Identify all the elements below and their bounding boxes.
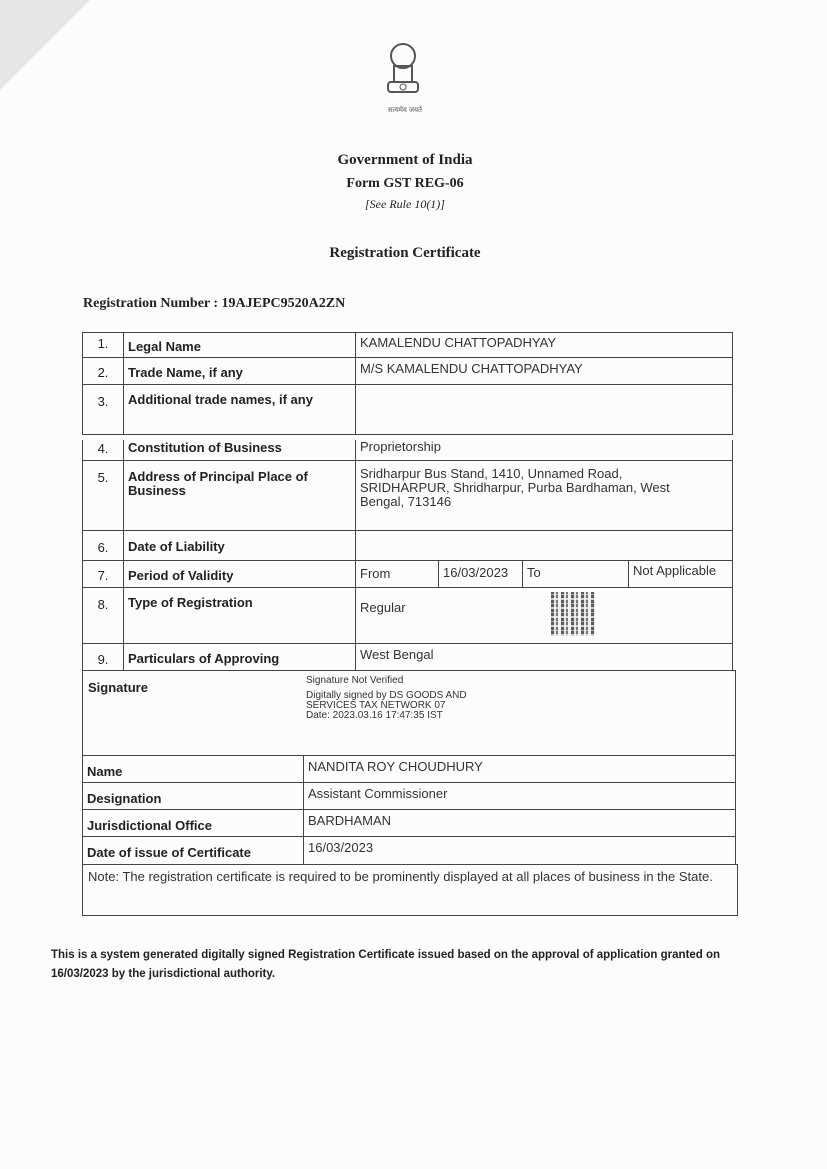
row-value: Sridharpur Bus Stand, 1410, Unnamed Road, SRIDHARPUR, Shridharpur, Purba Bardhaman, West Bengal, 713146 [355, 460, 733, 531]
display-note: Note: The registration certificate is required to be prominently displayed at all places of business in the State. [82, 864, 738, 916]
officer-label: Date of issue of Certificate [82, 836, 304, 865]
row-number: 7. [82, 560, 124, 588]
officer-designation: Assistant Commissioner [303, 782, 736, 810]
row-number: 8. [82, 587, 124, 644]
signature-signer: Digitally signed by DS GOODS AND [306, 690, 467, 701]
government-heading: Government of India [337, 152, 473, 168]
row-value: Proprietorship [355, 440, 733, 461]
row-number: 6. [82, 530, 124, 561]
signature-signer-cont: SERVICES TAX NETWORK 07 [306, 700, 446, 711]
validity-to-label: To [522, 560, 629, 588]
registration-number: Registration Number : 19AJEPC9520A2ZN [83, 296, 346, 311]
signature-block [82, 670, 736, 756]
row-label: Type of Registration [123, 587, 356, 644]
row-value: M/S KAMALENDU CHATTOPADHYAY [355, 357, 733, 385]
row-number: 9. [82, 643, 124, 671]
row-number: 4. [82, 440, 124, 461]
signature-status: Signature Not Verified [306, 675, 404, 686]
folded-corner [0, 0, 90, 90]
row-label: Legal Name [123, 332, 356, 358]
validity-from-label: From [355, 560, 439, 588]
row-number: 5. [82, 460, 124, 531]
row-value: KAMALENDU CHATTOPADHYAY [355, 332, 733, 358]
row-number: 1. [82, 332, 124, 358]
row-label: Date of Liability [123, 530, 356, 561]
officer-label: Name [82, 755, 304, 783]
row-label: Constitution of Business [123, 440, 356, 461]
signature-label: Signature [88, 680, 148, 695]
certificate-title: Registration Certificate [329, 245, 481, 261]
row-value: Regular [355, 587, 733, 644]
issue-date: 16/03/2023 [303, 836, 736, 865]
rule-reference: [See Rule 10(1)] [365, 197, 445, 211]
row-label: Additional trade names, if any [123, 384, 356, 435]
row-value [355, 530, 733, 561]
row-label: Particulars of Approving [123, 643, 356, 671]
signature-date: Date: 2023.03.16 17:47:35 IST [306, 710, 443, 721]
footer-statement: This is a system generated digitally signed Registration Certificate issued based on the approval of application granted on 16/03/2023 by the jurisdictional authority. [51, 949, 721, 980]
validity-from-date: 16/03/2023 [438, 560, 523, 588]
row-label: Address of Principal Place of Business [123, 460, 356, 531]
emblem-icon [380, 40, 426, 106]
officer-label: Designation [82, 782, 304, 810]
form-heading: Form GST REG-06 [346, 176, 464, 191]
row-value [355, 384, 733, 435]
officer-label: Jurisdictional Office [82, 809, 304, 837]
row-label: Period of Validity [123, 560, 356, 588]
qr-code [551, 592, 595, 636]
row-number: 2. [82, 357, 124, 385]
validity-to-date: Not Applicable [628, 560, 733, 588]
row-value: West Bengal [355, 643, 733, 671]
jurisdictional-office: BARDHAMAN [303, 809, 736, 837]
digital-signature [306, 676, 467, 721]
row-label: Trade Name, if any [123, 357, 356, 385]
row-number: 3. [82, 384, 124, 435]
emblem-motto: सत्यमेव जयते [387, 107, 423, 114]
officer-name: NANDITA ROY CHOUDHURY [303, 755, 736, 783]
